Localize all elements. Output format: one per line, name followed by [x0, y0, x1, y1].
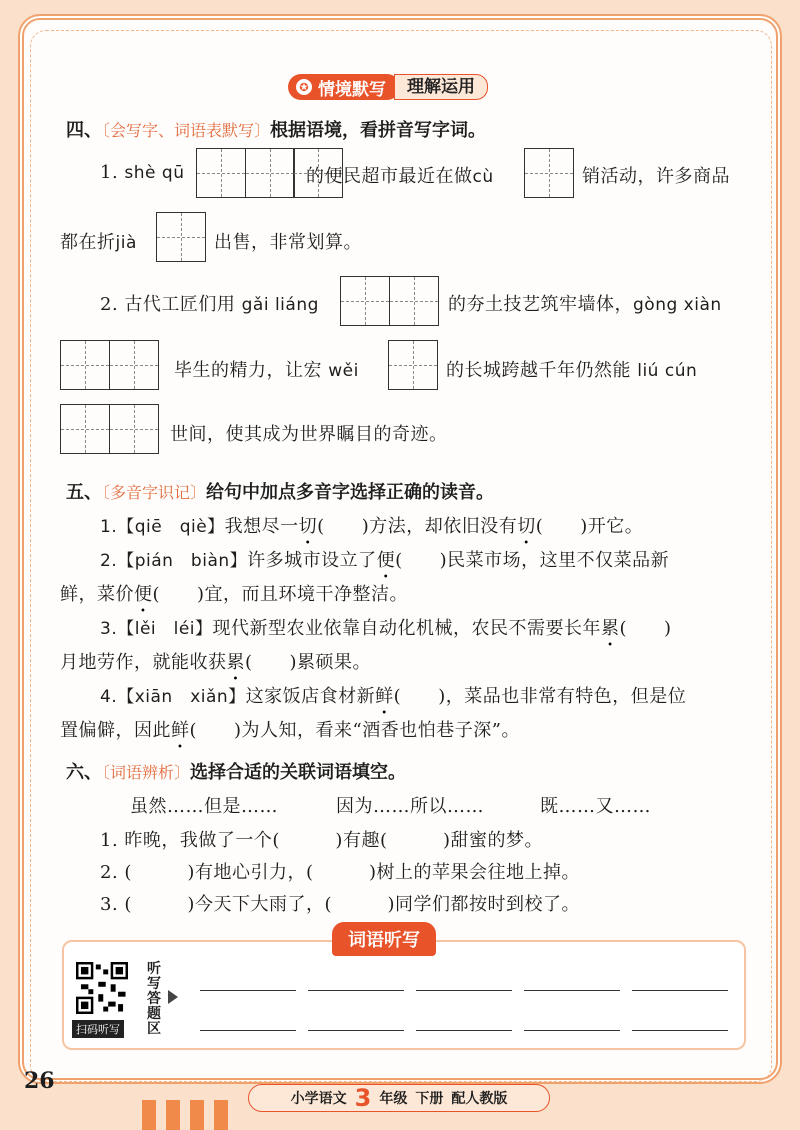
answer-line[interactable]: [308, 1030, 404, 1031]
section-6-heading: 六、〔词语辨析〕选择合适的关联词语填空。: [66, 762, 407, 783]
answer-line[interactable]: [416, 990, 512, 991]
answer-line[interactable]: [632, 990, 728, 991]
section-badge: [288, 74, 488, 100]
s4-line1c: 销活动，许多商品: [582, 166, 730, 187]
s5-q1: 1.【qiē qiè】我想尽一切( )方法，却依旧没有切( )开它。: [100, 516, 644, 537]
arrow-right-icon: [168, 990, 178, 1004]
s4-line3a: 2. 古代工匠们用 gǎi liáng: [100, 294, 319, 315]
answer-grid[interactable]: [388, 340, 438, 390]
s5-q3a: 3.【lěi léi】现代新型农业依靠自动化机械，农民不需要长年累( ): [100, 618, 672, 639]
dictation-box: [62, 940, 746, 1050]
qr-code-icon[interactable]: [76, 962, 128, 1014]
s6-q2: 2. ( )有地心引力，( )树上的苹果会往地上掉。: [100, 862, 580, 883]
answer-line[interactable]: [632, 1030, 728, 1031]
footer-grade: 年级: [379, 1091, 408, 1107]
answer-line[interactable]: [524, 990, 620, 991]
footer-subject: 小学语文: [290, 1091, 347, 1107]
badge-sub-label: 理解运用: [394, 74, 488, 100]
answer-line[interactable]: [416, 1030, 512, 1031]
option-3: 既……又……: [540, 796, 651, 817]
answer-line[interactable]: [308, 990, 404, 991]
answer-grid[interactable]: [60, 404, 159, 454]
answer-line[interactable]: [200, 990, 296, 991]
s6-q3: 3. ( )今天下大雨了，( )同学们都按时到校了。: [100, 894, 580, 915]
page-number: 26: [24, 1068, 55, 1094]
answer-grid[interactable]: [156, 212, 206, 262]
s5-q2b: 鲜，菜价便( )宜，而且环境干净整洁。: [60, 584, 409, 605]
footer-grade-number: 3: [354, 1084, 372, 1112]
dictation-title: 词语听写: [332, 922, 436, 956]
s4-line3b: 的夯土技艺筑牢墙体，gòng xiàn: [448, 294, 722, 315]
option-1: 虽然……但是……: [130, 796, 278, 817]
medal-icon: ✪: [296, 79, 312, 95]
s4-line1a: 1. shè qū: [100, 162, 185, 183]
s6-q1: 1. 昨晚，我做了一个( )有趣( )甜蜜的梦。: [100, 830, 543, 851]
dictation-area-label: 听写答题区: [147, 961, 161, 1037]
answer-grid[interactable]: [340, 276, 439, 326]
s4-line2b: 出售，非常划算。: [214, 232, 362, 253]
footer-banner: [248, 1084, 550, 1112]
footer-edition: 配人教版: [451, 1091, 508, 1107]
answer-grid[interactable]: [524, 148, 574, 198]
s5-q3b: 月地劳作，就能收获累( )累硕果。: [60, 652, 372, 673]
s4-line1b: 的便民超市最近在做cù: [306, 166, 494, 187]
s5-q4b: 置偏僻，因此鲜( )为人知，看来“酒香也怕巷子深”。: [60, 720, 520, 741]
section-4-heading: 四、〔会写字、词语表默写〕根据语境，看拼音写字词。: [66, 120, 487, 141]
s4-line4a: 毕生的精力，让宏 wěi: [174, 360, 359, 381]
qr-label: 扫码听写: [72, 1020, 124, 1038]
answer-grid[interactable]: [60, 340, 159, 390]
s5-q4a: 4.【xiān xiǎn】这家饭店食材新鲜( )，菜品也非常有特色，但是位: [100, 686, 687, 707]
answer-line[interactable]: [524, 1030, 620, 1031]
badge-main-label: 情境默写: [318, 79, 386, 100]
footer-volume: 下册: [415, 1091, 444, 1107]
s4-line4b: 的长城跨越千年仍然能 liú cún: [446, 360, 698, 381]
option-2: 因为……所以……: [336, 796, 484, 817]
s4-line2a: 都在折jià: [60, 232, 137, 253]
s5-q2a: 2.【pián biàn】许多城市设立了便( )民菜市场，这里不仅菜品新: [100, 550, 670, 571]
answer-line[interactable]: [200, 1030, 296, 1031]
s4-line5: 世间，使其成为世界瞩目的奇迹。: [170, 424, 448, 445]
section-5-heading: 五、〔多音字识记〕给句中加点多音字选择正确的读音。: [66, 482, 495, 503]
